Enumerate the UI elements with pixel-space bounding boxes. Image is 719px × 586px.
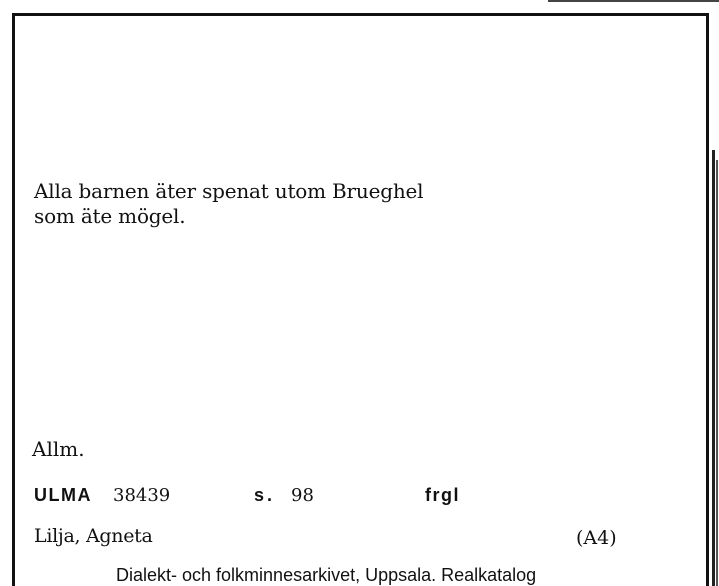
archive-code-label: ULMA [34, 485, 92, 505]
text-line: Alla barnen äter spenat utom Brueghel [34, 179, 424, 203]
informant-name: Lilja, Agneta [34, 525, 153, 547]
card-body-text [34, 179, 423, 229]
archive-number-value: 38439 [113, 485, 171, 506]
archive-code [34, 484, 92, 510]
page-number [291, 484, 314, 510]
card-right-edge [712, 150, 715, 586]
category-label: Allm. [32, 437, 85, 461]
type-code-value: frgl [425, 485, 460, 505]
page-label: s. [254, 485, 276, 505]
page-number-value: 98 [291, 485, 314, 506]
card-right-edge-shadow [716, 160, 718, 586]
top-edge-line [548, 0, 719, 2]
archive-number [113, 484, 170, 510]
archive-footer: Dialekt- och folkminnesarkivet, Uppsala. Realkatalog [116, 565, 537, 585]
type-code [425, 484, 460, 510]
text-line: som äte mögel. [34, 204, 186, 228]
format-label: (A4) [576, 527, 617, 549]
page-ref [254, 484, 275, 510]
